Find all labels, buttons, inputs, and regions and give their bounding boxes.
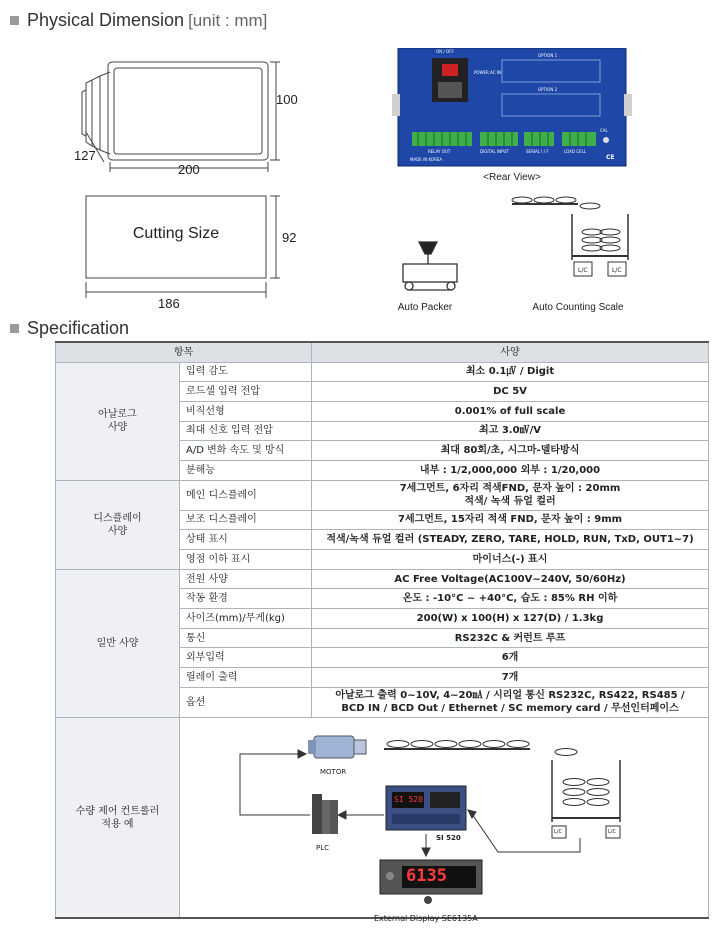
item-cell: 사이즈(mm)/무게(kg) [180,609,312,629]
item-cell: 입력 감도 [180,362,312,382]
value-cell: AC Free Voltage(AC100V~240V, 50/60Hz) [312,569,709,589]
value-cell: 최소 0.1㎶ / Digit [312,362,709,382]
rear-option2: OPTION 2 [538,87,558,92]
cutting-size-drawing [80,190,290,300]
item-cell: 통신 [180,628,312,648]
rear-relay-out: RELAY OUT [428,149,451,154]
unit-label: [unit : mm] [188,10,268,30]
rear-view-panel [392,48,632,168]
value-cell: 7세그먼트, 6자리 적색FND, 문자 높이 : 20mm 적색/ 녹색 듀얼 컬러 [312,480,709,510]
value-cell: 7세그먼트, 15자리 적색 FND, 문자 높이 : 9mm [312,510,709,530]
section-bullet-icon [10,324,19,333]
dim-depth: 127 [74,148,96,163]
app-lc-right: L/C [608,829,616,835]
rear-ce-mark: CE [606,154,615,161]
item-cell: 작동 환경 [180,589,312,609]
cut-height: 92 [282,230,297,245]
value-cell: 최대 80회/초, 시그마-델타방식 [312,441,709,461]
motor-label: MOTOR [320,768,347,776]
physical-dimension-header [10,10,267,31]
header-item: 항목 [56,342,312,362]
dim-height: 100 [276,92,298,107]
item-cell: 보조 디스플레이 [180,510,312,530]
item-cell: 옵션 [180,687,312,717]
si520-label: SI 520 [436,834,461,842]
value-cell: RS232C & 커런트 루프 [312,628,709,648]
auto-counting-label: Auto Counting Scale [532,302,624,313]
plc-icon [312,794,338,834]
table-row [56,480,709,510]
specification-header [10,318,129,339]
auto-packer-icon [395,238,465,298]
item-cell: 전원 사양 [180,569,312,589]
value-cell: DC 5V [312,382,709,402]
scale-lc-left: L/C [578,267,588,274]
value-cell: 7개 [312,668,709,688]
value-cell: 200(W) x 100(H) x 127(D) / 1.3kg [312,609,709,629]
plc-label: PLC [316,844,330,852]
item-cell: 메인 디스플레이 [180,480,312,510]
item-cell: 분해능 [180,460,312,480]
specification-title: Specification [27,318,130,338]
category-general: 일반 사양 [56,569,180,717]
dim-width: 200 [178,162,200,177]
table-header-row [56,342,709,362]
rear-digital-input: DIGITAL INPUT [480,149,509,154]
value-cell: 최고 3.0㎷/V [312,421,709,441]
value-cell: 적색/녹색 듀얼 컬러 (STEADY, ZERO, TARE, HOLD, RUN, TxD, OUT1~7) [312,530,709,550]
indicator-icon [386,786,466,830]
item-cell: 영점 이하 표시 [180,550,312,570]
item-cell: 비직선형 [180,401,312,421]
motor-icon [308,736,366,758]
indicator-display: SI 520 [394,795,423,804]
rear-option1: OPTION 1 [538,53,558,58]
value-cell: 온도 : -10°C ~ +40°C, 습도 : 85% RH 이하 [312,589,709,609]
scale-lc-right: L/C [612,267,622,274]
value-cell: 0.001% of full scale [312,401,709,421]
section-bullet-icon [10,16,19,25]
auto-packer-label: Auto Packer [397,302,453,313]
item-cell: 외부입력 [180,648,312,668]
category-application: 수량 제어 컨트롤러 적용 예 [56,717,180,918]
rear-on-off: ON / OFF [436,49,454,54]
item-cell: 로드셀 입력 전압 [180,382,312,402]
cut-width: 186 [158,296,180,311]
external-display-label: External Display SE6135A [374,914,478,923]
item-cell: 릴레이 출력 [180,668,312,688]
cutting-size-label: Cutting Size [132,225,220,242]
category-analog: 아날로그 사양 [56,362,180,480]
category-display: 디스플레이 사양 [56,480,180,569]
table-row [56,362,709,382]
application-diagram [180,730,708,929]
value-cell: 아날로그 출력 0~10V, 4~20㎃ / 시리얼 통신 RS232C, RS422, RS485 / BCD IN / BCD Out / Ethernet / SC memory card / 무선인터페이스 [312,687,709,717]
header-value: 사양 [312,342,709,362]
rear-made-in: MADE IN KOREA [410,157,443,162]
external-display-value: 6135 [406,866,447,886]
value-cell: 내부 : 1/2,000,000 외부 : 1/20,000 [312,460,709,480]
value-cell: 6개 [312,648,709,668]
item-cell: 상태 표시 [180,530,312,550]
rear-load-cell: LOAD CELL [564,149,587,154]
item-cell: A/D 변화 속도 및 방식 [180,441,312,461]
item-cell: 최대 신호 입력 전압 [180,421,312,441]
rear-view-label: <Rear View> [483,172,541,183]
value-cell: 마이너스(-) 표시 [312,550,709,570]
app-lc-left: L/C [554,829,562,835]
rear-serial: SERIAL I / F [526,149,549,154]
physical-dimension-title: Physical Dimension [27,10,185,30]
rear-cal: CAL [600,128,608,133]
table-row [56,569,709,589]
rear-power: POWER AC IN [474,70,501,75]
